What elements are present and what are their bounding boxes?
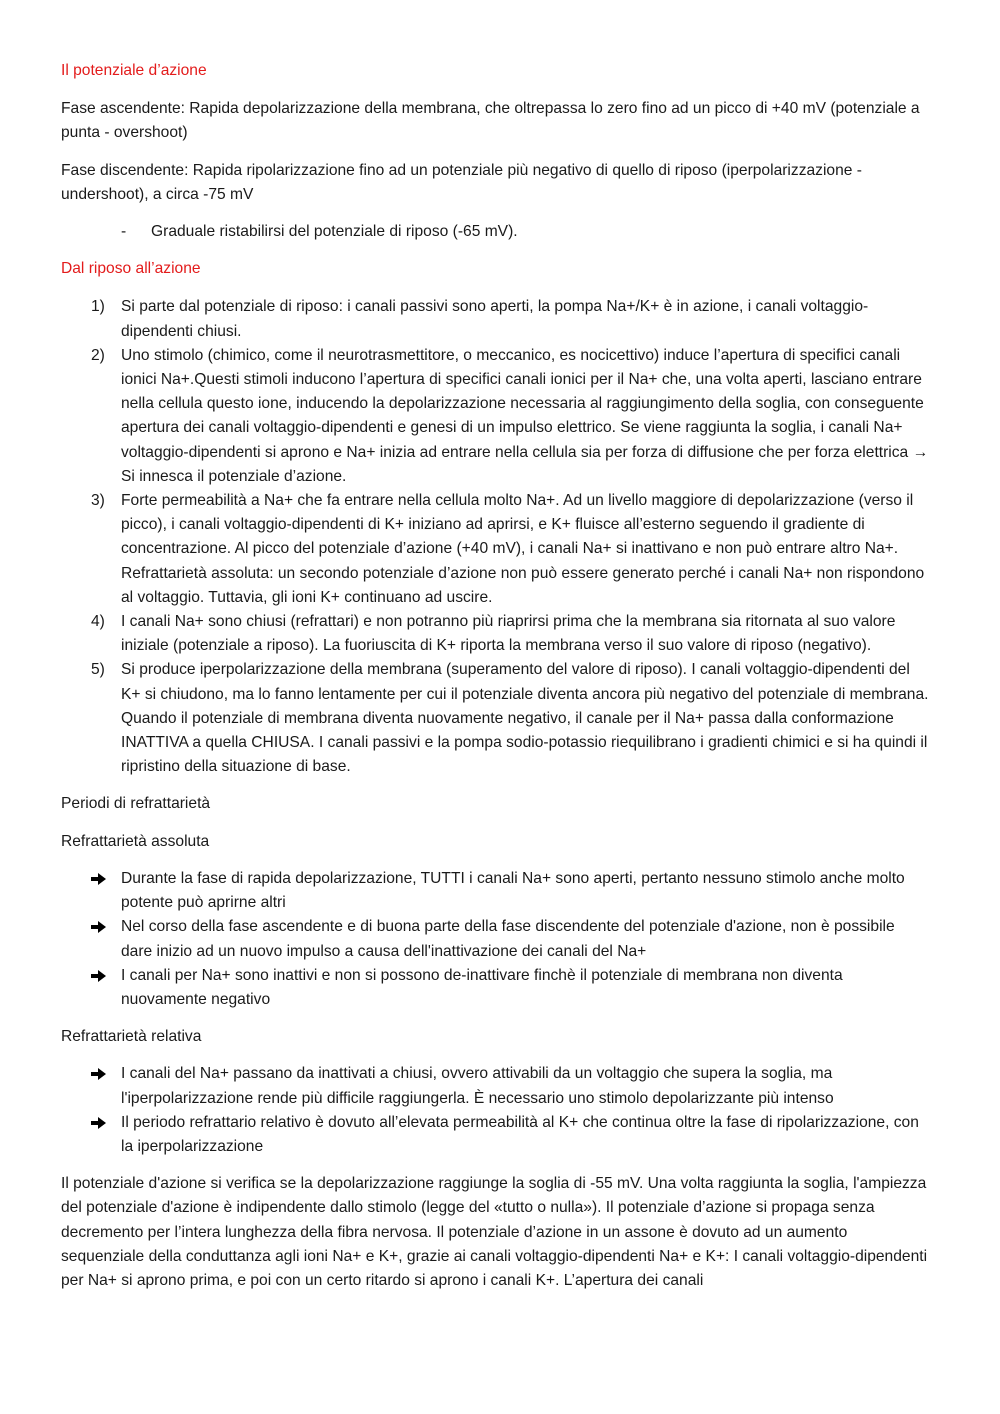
arrow-right-icon [91, 969, 107, 983]
list-item [61, 867, 929, 915]
list-item [61, 1111, 929, 1159]
heading-refrattarieta-assoluta: Refrattarietà assoluta [61, 832, 210, 850]
arrow-right-icon [91, 872, 107, 886]
list-item-text: Si produce iperpolarizzazione della membrana (superamento del valore di riposo). I canali voltaggio-dipendenti del K+ si chiudono, ma lo fanno lentamente per cui il potenziale diventa ancora più negativo del potenziale di membrana. Quando il potenziale di membrana diventa nuovamente negativo, il canale per il Na+ passa dalla conformazione INATTIVA a quella CHIUSA. I canali passivi e la pompa sodio-potassio riequilibrano i gradienti chimici e si ha quindi il ripristino della situazione di base. [121, 661, 929, 776]
paragraph-fase-ascendente: Fase ascendente: Rapida depolarizzazione della membrana, che oltrepassa lo zero fino ad un picco di +40 mV (potenziale a punta - overshoot) [61, 100, 920, 142]
arrow-right-icon [91, 920, 107, 934]
list-item-text: I canali per Na+ sono inattivi e non si possono de-inattivare finchè il potenziale di membrana non diventa nuovamente negativo [121, 966, 843, 1008]
paragraph-final: Il potenziale d'azione si verifica se la depolarizzazione raggiunge la soglia di -55 mV. Una volta raggiunta la soglia, l'ampiezza del potenziale d'azione è indipendente dallo stimolo (legge del «tutto o nulla»). Il potenziale d’azione si propaga senza decremento per l’intera lunghezza della fibra nervosa. Il potenziale d’azione in un assone è dovuto ad un aumento sequenziale della conduttanza agli ioni Na+ e K+, grazie ai canali voltaggio-dipendenti Na+ e K+: I canali voltaggio-dipendenti per Na+ si aprono prima, e poi con un certo ritardo si aprono i canali K+. L’apertura dei canali [61, 1175, 928, 1289]
arrow-list-relativa [61, 1062, 929, 1159]
list-item [61, 344, 929, 489]
number-marker: 4) [91, 613, 105, 631]
number-marker: 5) [91, 661, 105, 679]
list-item [61, 964, 929, 1012]
list-item-text: I canali Na+ sono chiusi (refrattari) e non potranno più riaprirsi prima che la membrana sia ritornata al suo valore iniziale (potenziale a riposo). La fuoriuscita di K+ riporta la membrana verso il suo valore di riposo (negativo). [121, 613, 896, 655]
heading-periodi-refrattarieta: Periodi di refrattarietà [61, 795, 211, 813]
list-item-text: Si parte dal potenziale di riposo: i canali passivi sono aperti, la pompa Na+/K+ è in azione, i canali voltaggio-dipendenti chiusi. [121, 298, 869, 340]
list-item [61, 295, 929, 343]
section-title-riposo-azione: Dal riposo all’azione [61, 260, 201, 278]
document-page [61, 59, 929, 1293]
paragraph-fase-discendente: Fase discendente: Rapida ripolarizzazione fino ad un potenziale più negativo di quello di riposo (iperpolarizzazione - undershoot), a circa -75 mV [61, 161, 862, 203]
list-item-text: Durante la fase di rapida depolarizzazione, TUTTI i canali Na+ sono aperti, pertanto nessuno stimolo anche molto potente può aprirne altri [121, 869, 905, 912]
list-item-text: Il periodo refrattario relativo è dovuto all’elevata permeabilità al K+ che continua oltre la fase di ripolarizzazione, con la iperpolarizzazione [121, 1113, 919, 1155]
list-item-text: Uno stimolo (chimico, come il neurotrasmettitore, o meccanico, es nocicettivo) induce l’apertura di specifici canali ionici Na+.Questi stimoli inducono l’apertura di specifici canali ionici per il Na+ che, una volta aperti, lasciano entrare nella cellula questo ione, inducendo la depolarizzazione necessaria al raggiungimento della soglia, con conseguente apertura dei canali voltaggio-dipendenti e genesi di un impulso elettrico. Se viene raggiunta la soglia, i canali Na+ voltaggio-dipendenti si aprono e Na+ inizia ad entrare nella cellula sia per forza di diffusione che per forza elettrica → Si innesca il potenziale d’azione. [121, 346, 929, 485]
heading-refrattarieta-relativa: Refrattarietà relativa [61, 1028, 202, 1046]
list-item-text: Nel corso della fase ascendente e di buona parte della fase discendente del potenziale d'azione, non è possibile dare inizio ad un nuovo impulso a causa dell'inattivazione dei canali del Na+ [121, 918, 895, 960]
arrow-right-icon [91, 1067, 107, 1081]
list-item [61, 658, 929, 779]
dash-marker: - [121, 223, 127, 241]
number-marker: 3) [91, 492, 105, 510]
list-item-text: Graduale ristabilirsi del potenziale di riposo (-65 mV). [151, 223, 518, 241]
dash-list [61, 220, 929, 244]
number-marker: 2) [91, 346, 105, 364]
section-title-potenziale-azione: Il potenziale d’azione [61, 62, 207, 79]
list-item [61, 489, 929, 610]
list-item [61, 915, 929, 963]
list-item-text: I canali del Na+ passano da inattivati a chiusi, ovvero attivabili da un voltaggio che supera la soglia, ma l'iperpolarizzazione rende più difficile raggiungerla. È necessario uno stimolo depolarizzante più intenso [121, 1065, 834, 1107]
numbered-list [61, 295, 929, 779]
list-item [61, 220, 929, 244]
list-item [61, 1062, 929, 1110]
arrow-right-icon [91, 1116, 107, 1130]
number-marker: 1) [91, 298, 105, 316]
list-item-text: Forte permeabilità a Na+ che fa entrare nella cellula molto Na+. Ad un livello maggiore di depolarizzazione (verso il picco), i canali voltaggio-dipendenti di K+ iniziano ad aprirsi, e K+ fluisce all’esterno seguendo il gradiente di concentrazione. Al picco del potenziale d’azione (+40 mV), i canali Na+ si inattivano e non può entrare altro Na+. Refrattarietà assoluta: un secondo potenziale d’azione non può essere generato perché i canali Na+ non rispondono al voltaggio. Tuttavia, gli ioni K+ continuano ad uscire. [121, 492, 925, 606]
list-item [61, 610, 929, 658]
arrow-list-assoluta [61, 867, 929, 1012]
